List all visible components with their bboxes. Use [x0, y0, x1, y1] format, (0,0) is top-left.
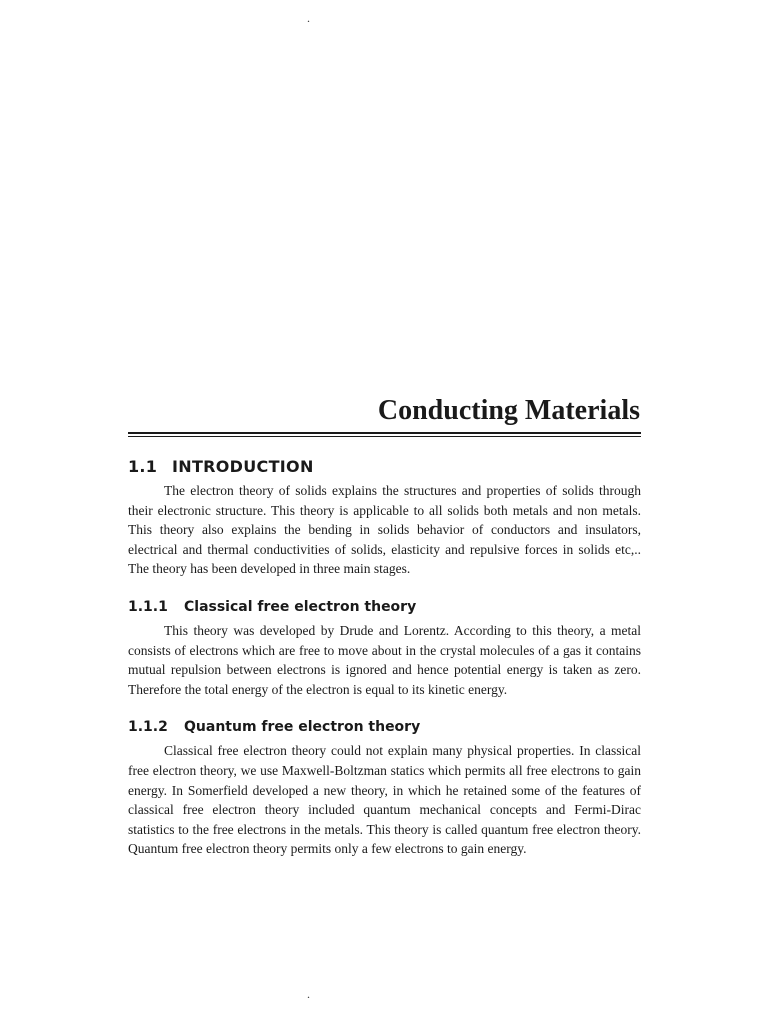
- page-mark-top: .: [307, 11, 310, 25]
- subsection-title: Classical free electron theory: [184, 598, 417, 615]
- section-heading: [128, 457, 641, 477]
- document-page: [128, 393, 641, 859]
- section-paragraph: The electron theory of solids explains the structures and properties of solids through their electronic structure. This theory is applicable to all solids both metals and non metals. This theory also explains the bending in solids behavior of conductors and insulators, electrical and thermal conductivities of solids, elasticity and repulsive forces in solids etc,.. The theory has been developed in three main stages.: [128, 483, 641, 577]
- subsection-heading-quantum: [128, 717, 641, 737]
- subsection-number: 1.1.1: [128, 598, 168, 615]
- subsection-heading-classical: [128, 597, 641, 617]
- subsection-paragraph-quantum: Classical free electron theory could not explain many physical properties. In classical free electron theory, we use Maxwell-Boltzman statics which permits all free electrons to gain energy. In Somerfield developed a new theory, in which he retained some of the features of classical free electron theory included quantum mechanical concepts and Fermi-Dirac statistics to the free electrons in the metals. This theory is called quantum free electron theory. Quantum free electron theory permits only a few electrons to gain energy.: [128, 743, 641, 857]
- subsection-title: Quantum free electron theory: [184, 719, 421, 736]
- subsection-number: 1.1.2: [128, 719, 168, 736]
- section-number: 1.1: [128, 457, 158, 476]
- chapter-title: Conducting Materials: [377, 395, 640, 426]
- section-title: INTRODUCTION: [172, 457, 314, 476]
- title-rule: [128, 432, 641, 437]
- subsection-paragraph-classical: This theory was developed by Drude and Lorentz. According to this theory, a metal consists of electrons which are free to move about in the crystal molecules of a gas it contains mutual repulsion between electrons is ignored and hence potential energy is taken as zero. Therefore the total energy of the electron is equal to its kinetic energy.: [128, 622, 641, 697]
- page-mark-bottom: .: [307, 987, 310, 1001]
